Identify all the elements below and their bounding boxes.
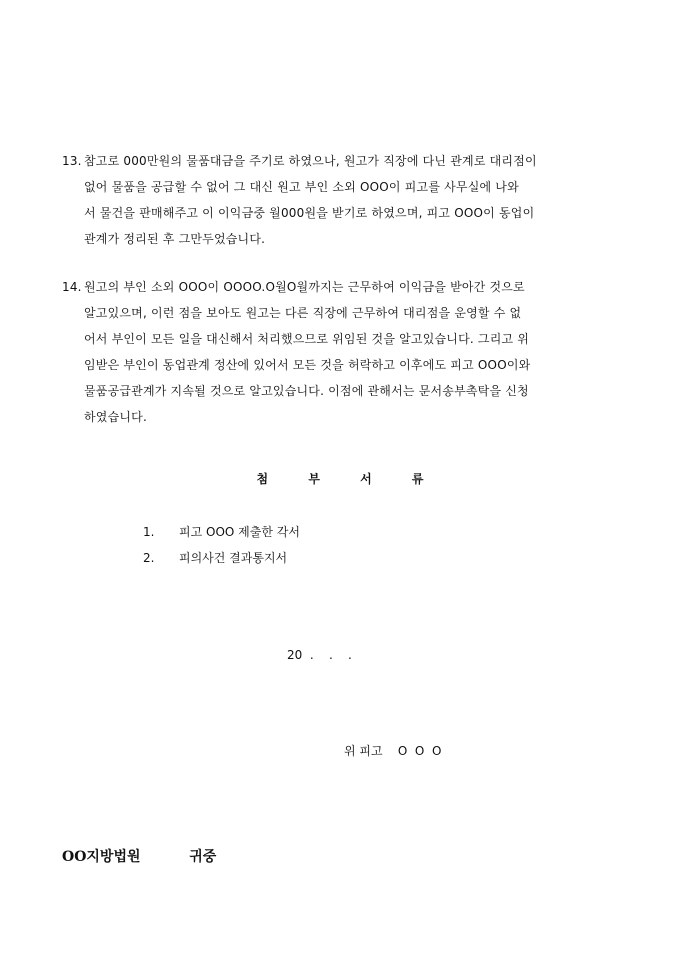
attachment-text: 피고 OOO 제출한 각서 bbox=[179, 525, 300, 539]
paragraph-line: 하였습니다. bbox=[84, 410, 147, 424]
paragraph-line: 서 물건을 판매해주고 이 이익금중 월000원을 받기로 하였으며, 피고 OOO이 동업이 bbox=[84, 206, 535, 220]
attachment-text: 피의사건 결과통지서 bbox=[179, 551, 288, 565]
paragraph-14 bbox=[62, 274, 622, 430]
paragraph-line: 물품공급관계가 지속될 것으로 알고있습니다. 이점에 관해서는 문서송부촉탁을 신청 bbox=[84, 384, 529, 398]
attachment-number: 1. bbox=[143, 525, 155, 539]
paragraph-line: 원고의 부인 소외 OOO이 OOOO.O월O월까지는 근무하여 이익금을 받아간 것으로 bbox=[84, 280, 525, 294]
paragraph-13 bbox=[62, 148, 622, 252]
paragraph-number: 14. bbox=[62, 280, 82, 294]
paragraph-line: 어서 부인이 모든 일을 대신해서 처리했으므로 위임된 것을 알고있습니다. 그리고 위 bbox=[84, 332, 530, 346]
paragraph-line: 참고로 000만원의 물품대금을 주기로 하였으나, 원고가 직장에 다닌 관계로 대리점이 bbox=[84, 154, 537, 168]
paragraph-line: 관계가 정리된 후 그만두었습니다. bbox=[84, 232, 266, 246]
court-addressee: OO지방법원 귀중 bbox=[62, 849, 217, 865]
paragraph-line: 임받은 부인이 동업관계 정산에 있어서 모든 것을 허락하고 이후에도 피고 OOO이와 bbox=[84, 358, 531, 372]
document-date: 20 . . . bbox=[287, 648, 352, 662]
attachment-number: 2. bbox=[143, 551, 155, 565]
paragraph-line: 알고있으며, 이런 점을 보아도 원고는 다른 직장에 근무하여 대리점을 운영할 수 없 bbox=[84, 306, 522, 320]
attachment-item bbox=[143, 519, 300, 545]
attachments-title: 첨 부 서 류 bbox=[256, 472, 424, 486]
attachments-list bbox=[143, 519, 300, 571]
attachment-item bbox=[143, 545, 300, 571]
paragraph-number: 13. bbox=[62, 154, 82, 168]
paragraph-line: 없어 물품을 공급할 수 없어 그 대신 원고 부인 소외 OOO이 피고를 사무실에 나와 bbox=[84, 180, 519, 194]
signer-line: 위 피고 O O O bbox=[344, 744, 442, 758]
